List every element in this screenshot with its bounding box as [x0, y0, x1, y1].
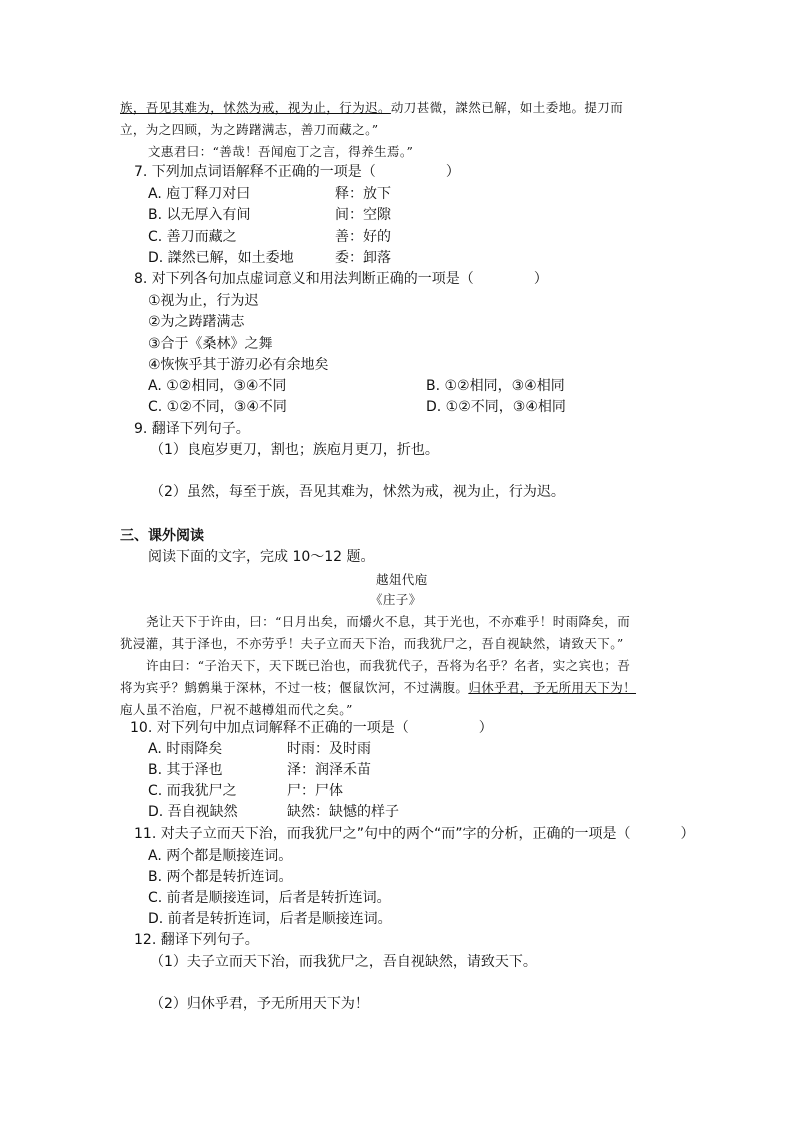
reading-instruction: 阅读下面的文字，完成 10～12 题。	[148, 549, 375, 565]
underlined-sentence: 族，吾见其难为，怵然为戒，视为止，行为迟。	[120, 100, 391, 115]
q7-option-c: C. 善刀而藏之 善：好的	[148, 229, 391, 245]
q8-option-c: C. ①②不同，③④不同	[148, 399, 287, 415]
q11-option-a: A. 两个都是顺接连词。	[148, 848, 293, 864]
passage-line: 庖人虽不治庖，尸祝不越樽俎而代之矣。”	[120, 702, 353, 717]
q8-item-4: ④恢恢乎其于游刃必有余地矣	[148, 357, 329, 373]
q11-option-b: B. 两个都是转折连词。	[148, 869, 293, 885]
q12-sentence-2: （2）归休乎君，予无所用天下为！	[150, 996, 369, 1012]
question-10-stem: 10. 对下列句中加点词解释不正确的一项是（ ）	[130, 720, 493, 736]
passage-source: 《庄子》	[370, 592, 422, 607]
q7-option-b: B. 以无厚入有间 间：空隙	[148, 207, 391, 223]
q11-option-c: C. 前者是顺接连词，后者是转折连词。	[148, 890, 391, 906]
q10-option-b: B. 其于泽也 泽：润泽禾苗	[148, 762, 371, 778]
question-12-stem: 12. 翻译下列句子。	[134, 932, 259, 948]
q7-option-a: A. 庖丁释刀对曰 释：放下	[148, 186, 391, 202]
question-9-stem: 9. 翻译下列句子。	[134, 421, 250, 437]
q8-option-b: B. ①②相同，③④相同	[426, 378, 565, 394]
q9-sentence-1: （1）良庖岁更刀，割也；族庖月更刀，折也。	[150, 442, 439, 458]
section-heading: 三、课外阅读	[120, 528, 204, 544]
q7-option-d: D. 謋然已解，如土委地 委：卸落	[148, 250, 391, 266]
q8-option-d: D. ①②不同，③④相同	[426, 399, 566, 415]
question-7-stem: 7. 下列加点词语解释不正确的一项是（ ）	[134, 164, 460, 180]
underlined-sentence: 归休乎君，予无所用天下为！	[468, 680, 637, 695]
passage-line: 将为宾乎？鹪鹩巢于深林，不过一枝；偃鼠饮河，不过满腹。归休乎君，予无所用天下为！	[120, 680, 637, 695]
q8-item-3: ③合于《桑林》之舞	[148, 336, 273, 352]
passage-title: 越俎代庖	[376, 572, 428, 587]
q9-sentence-2: （2）虽然，每至于族，吾见其难为，怵然为戒，视为止，行为迟。	[150, 484, 565, 500]
q8-item-1: ①视为止，行为迟	[148, 293, 259, 309]
q10-option-d: D. 吾自视缺然 缺然：缺憾的样子	[148, 804, 399, 820]
q11-option-d: D. 前者是转折连词，后者是顺接连词。	[148, 911, 392, 927]
passage-line: 犹浸灌，其于泽也，不亦劳乎！夫子立而天下治，而我犹尸之，吾自视缺然，请致天下。”	[120, 636, 624, 651]
question-8-stem: 8. 对下列各句加点虚词意义和用法判断正确的一项是（ ）	[134, 271, 548, 287]
passage-line: 许由曰：“子治天下，天下既已治也，而我犹代子，吾将为名乎？名者，实之宾也；吾	[146, 658, 631, 673]
passage-line	[120, 98, 623, 118]
q10-option-c: C. 而我犹尸之 尸：尸体	[148, 783, 343, 799]
q10-option-a: A. 时雨降矣 时雨：及时雨	[148, 741, 371, 757]
question-11-stem: 11. 对夫子立而天下治，而我犹尸之”句中的两个“而”字的分析，正确的一项是（ ）	[134, 826, 695, 842]
passage-line: 文惠君曰：“善哉！吾闻庖丁之言，得养生焉。”	[148, 144, 414, 159]
passage-text: 动刀甚微，謋然已解，如土委地。提刀而	[390, 100, 624, 115]
q8-item-2: ②为之踌躇满志	[148, 314, 245, 330]
passage-line: 立，为之四顾，为之踌躇满志，善刀而藏之。”	[120, 122, 379, 137]
passage-line: 尧让天下于许由，曰：“日月出矣，而爝火不息，其于光也，不亦难乎！时雨降矣，而	[146, 614, 631, 629]
q12-sentence-1: （1）夫子立而天下治，而我犹尸之，吾自视缺然，请致天下。	[150, 954, 537, 970]
q8-option-a: A. ①②相同，③④不同	[148, 378, 287, 394]
